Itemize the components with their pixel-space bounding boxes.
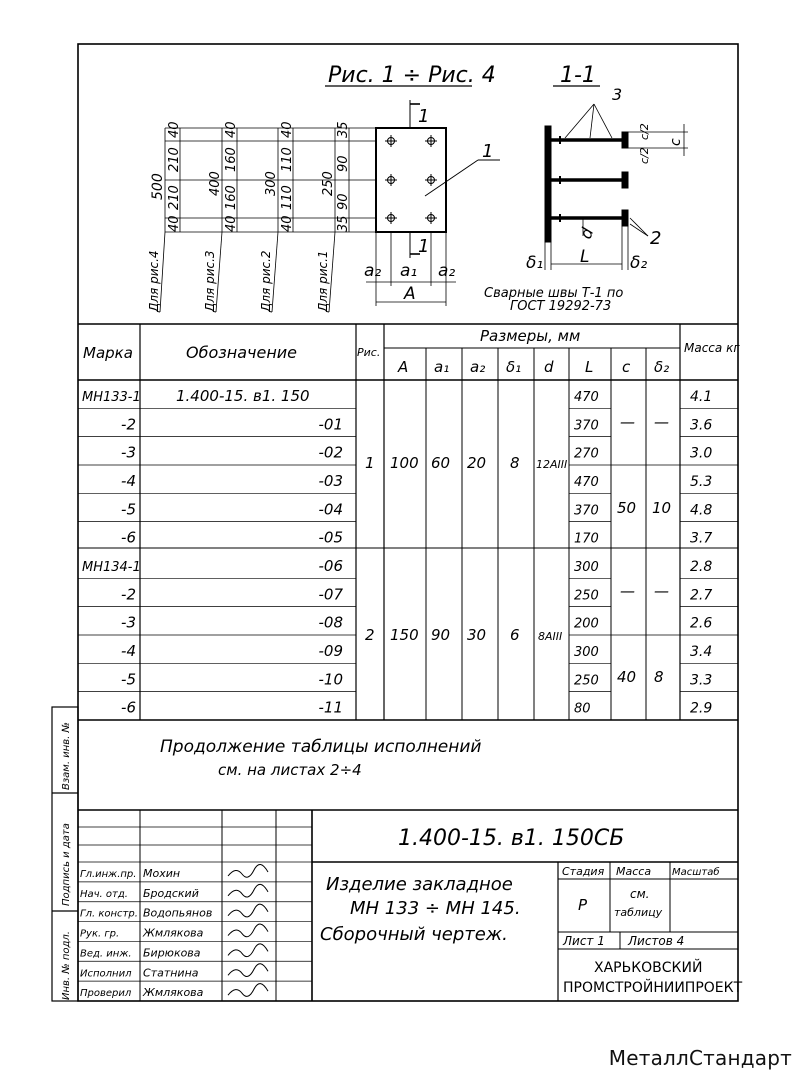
- table-cell-oboz: -08: [318, 613, 343, 632]
- svg-text:Для рис.1: Для рис.1: [316, 250, 330, 312]
- signature-scribble: [228, 944, 268, 957]
- svg-text:40: 40: [224, 215, 239, 232]
- signature-name: Статнина: [143, 966, 199, 980]
- table-cell-massa: 2.7: [690, 587, 713, 604]
- drawing-title: [320, 874, 521, 945]
- table-cell-L: 250: [574, 673, 599, 689]
- g2-ris: 2: [365, 626, 375, 644]
- note-line-2: см. на листах 2÷4: [218, 761, 362, 779]
- header-marka: Марка: [83, 344, 133, 362]
- svg-text:35: 35: [336, 121, 351, 138]
- header-A: A: [398, 358, 409, 376]
- label-delta1: δ₁: [526, 253, 544, 273]
- svg-text:160: 160: [224, 147, 239, 172]
- table-cell-massa: 2.9: [690, 700, 713, 717]
- g2-delta2: 8: [654, 668, 664, 686]
- massa-label: Масса: [616, 865, 652, 878]
- signature-scribble: [228, 904, 268, 917]
- signature-role: Проверил: [80, 988, 132, 1000]
- table-cell-L: 470: [574, 390, 599, 405]
- label-L: L: [580, 247, 590, 267]
- g1-a2: 20: [467, 454, 487, 472]
- signature-name: Жмлякова: [143, 986, 204, 1000]
- svg-text:90: 90: [336, 193, 351, 210]
- g1-A: 100: [390, 454, 419, 472]
- g1-a1: 60: [431, 454, 451, 472]
- table-cell-L: 300: [574, 644, 599, 660]
- massa-value-1: см.: [630, 887, 650, 901]
- svg-text:250: 250: [321, 171, 336, 196]
- table-cell-oboz: -05: [318, 528, 343, 547]
- table-cell-massa: 5.3: [690, 473, 713, 490]
- label-c2-bottom: c/2: [638, 147, 651, 164]
- table-cell-marka: -3: [121, 613, 136, 632]
- g2-c: 40: [617, 668, 637, 686]
- signature-scribble: [228, 864, 268, 877]
- g1-delta2: 10: [652, 499, 672, 517]
- table-cell-massa: 3.3: [690, 672, 713, 689]
- group-2-values: [365, 582, 669, 689]
- signature-role: Рук. гр.: [80, 928, 120, 940]
- signature-rows: [80, 864, 268, 999]
- org-line-1: ХАРЬКОВСКИЙ: [594, 960, 703, 976]
- section-mark-top: 1: [418, 106, 430, 127]
- plate-plan: [376, 100, 446, 258]
- table-cell-L: 250: [574, 588, 599, 604]
- table-cell-L: 370: [574, 503, 599, 519]
- table-cell-marka: МН134-1: [82, 559, 141, 575]
- side-label-sign: Подпись и дата: [61, 823, 72, 906]
- table-cell-massa: 3.7: [690, 530, 713, 547]
- table-cell-oboz: -06: [318, 556, 343, 575]
- svg-text:40: 40: [224, 121, 239, 138]
- table-cell-marka: -2: [121, 415, 136, 434]
- svg-text:35: 35: [336, 215, 351, 232]
- side-label-vzam: Взам. инв. №: [61, 722, 72, 790]
- massa-value-2: таблицу: [614, 906, 663, 919]
- svg-text:Для рис.2: Для рис.2: [259, 250, 273, 312]
- watermark: МеталлСтандарт: [608, 1046, 792, 1070]
- signature-scribble: [228, 884, 268, 897]
- table-cell-marka: -4: [121, 471, 136, 490]
- note-line-1: Продолжение таблицы исполнений: [160, 737, 482, 757]
- table-cell-oboz: -09: [318, 641, 343, 660]
- g1-d: 12AIII: [536, 458, 568, 471]
- signature-name: Бирюкова: [143, 946, 201, 960]
- table-cell-L: 170: [574, 531, 599, 547]
- table-cell-oboz: -01: [318, 415, 343, 434]
- table-cell-oboz: 1.400-15. в1. 150: [176, 387, 310, 405]
- table-cell-marka: -3: [121, 443, 136, 462]
- svg-text:40: 40: [280, 215, 295, 232]
- callout-1: 1: [482, 141, 494, 162]
- table-cell-marka: МН133-1: [82, 390, 141, 405]
- table-cell-oboz: -10: [318, 670, 343, 689]
- section-mark-bottom: 1: [418, 236, 430, 257]
- table-cell-marka: -5: [121, 670, 136, 689]
- table-cell-L: 370: [574, 418, 599, 434]
- sheet-number: Лист 1: [563, 934, 605, 948]
- weld-note-2: ГОСТ 19292-73: [510, 299, 612, 314]
- table-grid: [78, 324, 738, 720]
- svg-text:Для рис.3: Для рис.3: [203, 250, 217, 312]
- svg-text:500: 500: [150, 173, 166, 200]
- table-cell-massa: 4.1: [690, 389, 713, 405]
- table-cell-massa: 4.8: [690, 502, 713, 519]
- title-line-2: МН 133 ÷ МН 145.: [350, 898, 521, 919]
- g2-c-dash: —: [620, 582, 635, 600]
- g1-c-dash: —: [620, 413, 635, 431]
- g2-delta1: 6: [510, 626, 520, 644]
- svg-text:40: 40: [167, 215, 182, 232]
- svg-text:40: 40: [167, 121, 182, 138]
- header-ris: Рис.: [357, 346, 381, 359]
- signature-role: Гл.инж.пр.: [80, 869, 137, 880]
- table-cell-L: 270: [574, 446, 599, 462]
- table-cell-massa: 2.8: [690, 558, 713, 575]
- dims-fig2: [264, 121, 295, 232]
- signature-role: Вед. инж.: [80, 948, 132, 960]
- section-view: [545, 104, 688, 270]
- header-delta1: δ₁: [506, 358, 522, 376]
- header-c: c: [622, 358, 631, 376]
- stamp-cells: [562, 865, 720, 948]
- signature-name: Жмлякова: [143, 926, 204, 940]
- table-cell-marka: -6: [121, 698, 136, 717]
- header-delta2: δ₂: [654, 358, 670, 376]
- fig-label-leaders: [160, 232, 335, 312]
- label-A: A: [404, 284, 416, 304]
- svg-text:400: 400: [208, 171, 223, 196]
- header-massa: Масса кг: [684, 341, 740, 355]
- header-oboz: Обозначение: [186, 343, 298, 362]
- signature-role: Исполнил: [80, 968, 132, 980]
- variants-table: [78, 324, 740, 720]
- svg-text:90: 90: [336, 155, 351, 172]
- table-cell-oboz: -07: [318, 585, 343, 604]
- signature-scribble: [228, 924, 268, 937]
- g1-delta2-dash: —: [654, 413, 669, 431]
- side-label-inv: Инв. № подл.: [61, 931, 72, 1000]
- svg-text:110: 110: [280, 185, 295, 210]
- table-cell-L: 200: [574, 616, 599, 632]
- g1-delta1: 8: [510, 454, 520, 472]
- label-a1: a₁: [400, 261, 418, 281]
- g1-ris: 1: [365, 454, 375, 472]
- dims-fig4: [150, 121, 182, 232]
- drawing-code: 1.400-15. в1. 150СБ: [398, 826, 625, 851]
- dims-fig1: [321, 121, 351, 232]
- g2-d: 8AIII: [538, 630, 563, 643]
- label-c: c: [668, 138, 684, 146]
- svg-text:210: 210: [167, 185, 182, 210]
- svg-text:210: 210: [167, 147, 182, 172]
- table-cell-massa: 3.0: [690, 445, 713, 462]
- g1-c: 50: [617, 499, 637, 517]
- sheet-count: Листов 4: [628, 934, 685, 948]
- table-cell-L: 80: [574, 701, 591, 717]
- g2-a2: 30: [467, 626, 487, 644]
- table-cell-marka: -2: [121, 585, 136, 604]
- table-cell-marka: -4: [121, 641, 136, 660]
- masshtab-label: Масштаб: [672, 867, 720, 878]
- label-a2-left: a₂: [364, 261, 382, 281]
- svg-text:40: 40: [280, 121, 295, 138]
- table-cell-oboz: -04: [318, 500, 343, 519]
- label-c2-top: c/2: [638, 123, 651, 140]
- g2-a1: 90: [431, 626, 451, 644]
- header-d: d: [544, 358, 554, 376]
- table-cell-oboz: -11: [318, 698, 343, 717]
- header-razmery: Размеры, мм: [480, 327, 581, 345]
- table-cell-oboz: -02: [318, 443, 343, 462]
- callout-3: 3: [612, 85, 623, 104]
- stadia-value: Р: [578, 896, 588, 914]
- table-cell-L: 300: [574, 559, 599, 575]
- drawing-area: [147, 63, 688, 314]
- svg-text:110: 110: [280, 147, 295, 172]
- title-line-3: Сборочный чертеж.: [320, 924, 508, 945]
- table-cell-massa: 3.6: [690, 417, 713, 434]
- callout-2: 2: [650, 228, 662, 249]
- label-delta2: δ₂: [630, 253, 648, 273]
- table-cell-massa: 3.4: [690, 643, 713, 660]
- signature-role: Нач. отд.: [80, 888, 128, 900]
- table-cell-marka: -6: [121, 528, 136, 547]
- svg-text:Для рис.4: Для рис.4: [147, 250, 161, 312]
- signature-name: Бродский: [143, 886, 199, 900]
- g2-delta2-dash: —: [654, 582, 669, 600]
- signature-name: Мохин: [143, 867, 181, 880]
- title-line-1: Изделие закладное: [326, 874, 513, 895]
- header-a2: a₂: [470, 358, 486, 376]
- header-a1: a₁: [434, 358, 450, 376]
- signature-name: Водопьянов: [143, 906, 213, 920]
- stud-marks: [385, 135, 437, 224]
- organization: [563, 958, 743, 996]
- g2-A: 150: [390, 626, 419, 644]
- table-cell-marka: -5: [121, 500, 136, 519]
- svg-text:300: 300: [264, 171, 279, 196]
- label-d: d: [575, 225, 598, 242]
- signature-scribble: [228, 964, 268, 977]
- signature-scribble: [228, 984, 268, 997]
- weld-note-1: Сварные швы Т-1 по: [484, 286, 624, 301]
- org-line-2: ПРОМСТРОЙНИИПРОЕКТ: [563, 980, 743, 996]
- header-L: L: [585, 358, 594, 376]
- signature-role: Гл. констр.: [80, 908, 138, 920]
- table-cell-massa: 2.6: [690, 615, 713, 632]
- table-headers: [83, 327, 740, 376]
- dims-fig3: [208, 121, 239, 232]
- label-a2-right: a₂: [438, 261, 456, 281]
- svg-text:160: 160: [224, 185, 239, 210]
- table-cell-oboz: -03: [318, 471, 343, 490]
- table-cell-L: 470: [574, 474, 599, 490]
- fig-labels: [147, 250, 330, 313]
- fig-title: Рис. 1 ÷ Рис. 4: [328, 63, 496, 88]
- section-title: 1-1: [560, 63, 596, 88]
- stadia-label: Стадия: [562, 865, 605, 878]
